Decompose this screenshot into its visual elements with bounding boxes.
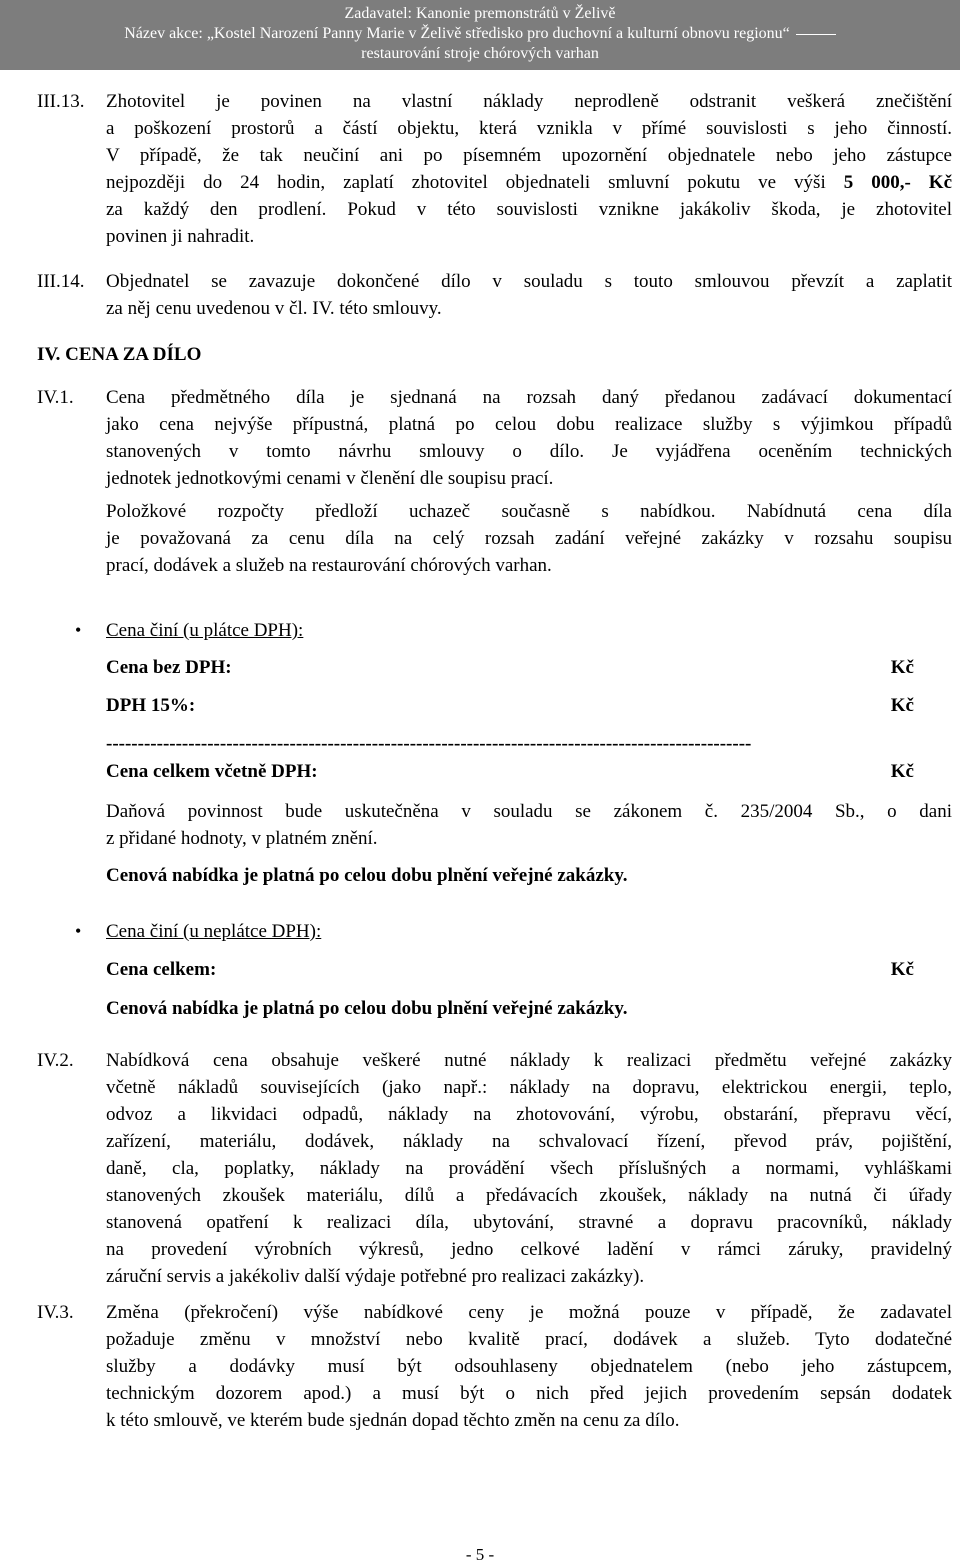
header-contracting-authority: Zadavatel: Kanonie premonstrátů v Želivě — [344, 5, 616, 22]
header-subject: restaurování stroje chórových varhan — [361, 45, 599, 62]
document-header — [0, 0, 960, 70]
price-without-vat-row: Cena bez DPH: Kč — [106, 657, 914, 678]
total-price-row: Cena celkem včetně DPH: Kč — [106, 761, 914, 782]
total-price-row: Cena celkem: Kč — [106, 959, 914, 980]
section-heading: IV. CENA ZA DÍLO — [37, 344, 202, 365]
article-number: III.13. — [37, 91, 85, 112]
article-text-2: Položkové rozpočty předloží uchazeč současně s nabídkou. Nabídnutá cena díla je považovaná za cenu díla na celý rozsah zadání veřejné zakázky v rozsahu soupisu prací, dodávek a služeb na restaurování chórových varhan. — [106, 501, 952, 576]
article-text: Zhotovitel je povinen na vlastní náklady neprodleně odstranit veškerá znečištění a poškození prostorů a částí objektu, která vznikla v přímé souvislosti s jeho činností. V případě, že tak neučiní ani po písemném upozornění objednatele nebo jeho zástupce nejpozději do 24 hodin, zaplatí zhotovitel objednateli smluvní pokutu ve výši 5 000,- Kč za každý den prodlení. Pokud v této souvislosti vznikne jakákoliv škoda, je zhotovitel povinen ji nahradit. — [106, 91, 953, 247]
payer-title: Cena činí (u plátce DPH): — [106, 620, 304, 641]
article-number: IV.3. — [37, 1302, 74, 1323]
separator-dashes: ------------------------------------------------------------------------------------------------------ — [106, 733, 752, 754]
article-text: Nabídková cena obsahuje veškeré nutné náklady k realizaci předmětu veřejné zakázky včetně nákladů souvisejících (jako např.: náklady na dopravu, elektrickou energii, teplo, odvoz a likvidaci odpadů, náklady na zhotovování, výrobu, obstarání, přepravu věcí, zařízení, materiálu, dodávek, náklady na schvalovací řízení, převod práv, pojištění, daně, cla, poplatky, náklady na provádění všech příslušných a normami, vyhláškami stanovených zkoušek materiálu, dílů a předávacích zkoušek, náklady na nutná či úřady stanovená opatření k realizaci díla, ubytování, stravné a dopravu pracovníků, náklady na provedení výrobních výkresů, jedno celkové ladění v rámci záruky, pravidelný záruční servis a jakékoliv další výdaje potřebné pro realizaci zakázky). — [106, 1050, 952, 1287]
header-project-name: Název akce: „Kostel Narození Panny Marie v Želivě středisko pro duchovní a kulturní obnovu regionu“ — [0, 24, 960, 44]
article-text: Cena předmětného díla je sjednaná na rozsah daný předanou zadávací dokumentací jako cena nejvýše přípustná, platná po celou dobu realizace služby s výjimkou případů stanovených v tomto návrhu smlouvy o dílo. Je vyjádřena oceněním technických jednotek jednotkovými cenami v členění dle soupisu prací. — [106, 387, 952, 489]
validity-note: Cenová nabídka je platná po celou dobu plnění veřejné zakázky. — [106, 865, 628, 886]
validity-note: Cenová nabídka je platná po celou dobu plnění veřejné zakázky. — [106, 998, 628, 1019]
vat-row: DPH 15%: Kč — [106, 695, 914, 716]
article-number: IV.2. — [37, 1050, 74, 1071]
article-number: III.14. — [37, 271, 85, 292]
article-text: Objednatel se zavazuje dokončené dílo v souladu s touto smlouvou převzít a zaplatit za něj cenu uvedenou v čl. IV. této smlouvy. — [106, 271, 952, 319]
nonpayer-title: Cena činí (u neplátce DPH): — [106, 921, 322, 942]
article-number: IV.1. — [37, 387, 74, 408]
tax-note: Daňová povinnost bude uskutečněna v souladu se zákonem č. 235/2004 Sb., o dani z přidané hodnoty, v platném znění. — [106, 801, 952, 849]
page-number: - 5 - — [465, 1545, 495, 1564]
bullet-icon: • — [75, 921, 82, 941]
article-text: Změna (překročení) výše nabídkové ceny je možná pouze v případě, že zadavatel požaduje změnu v množství nebo kvalitě prací, dodávek a služeb. Tyto dodatečné služby a dodávky musí být odsouhlaseny objednatelem (nebo jeho zástupcem, technickým dozorem apod.) a musí být o nich před jejich provedením sepsán dodatek k této smlouvě, ve kterém bude sjednán dopad těchto změn na cenu za dílo. — [106, 1302, 952, 1431]
bullet-icon: • — [75, 620, 82, 640]
penalty-amount: 5 000,- Kč — [843, 172, 953, 193]
